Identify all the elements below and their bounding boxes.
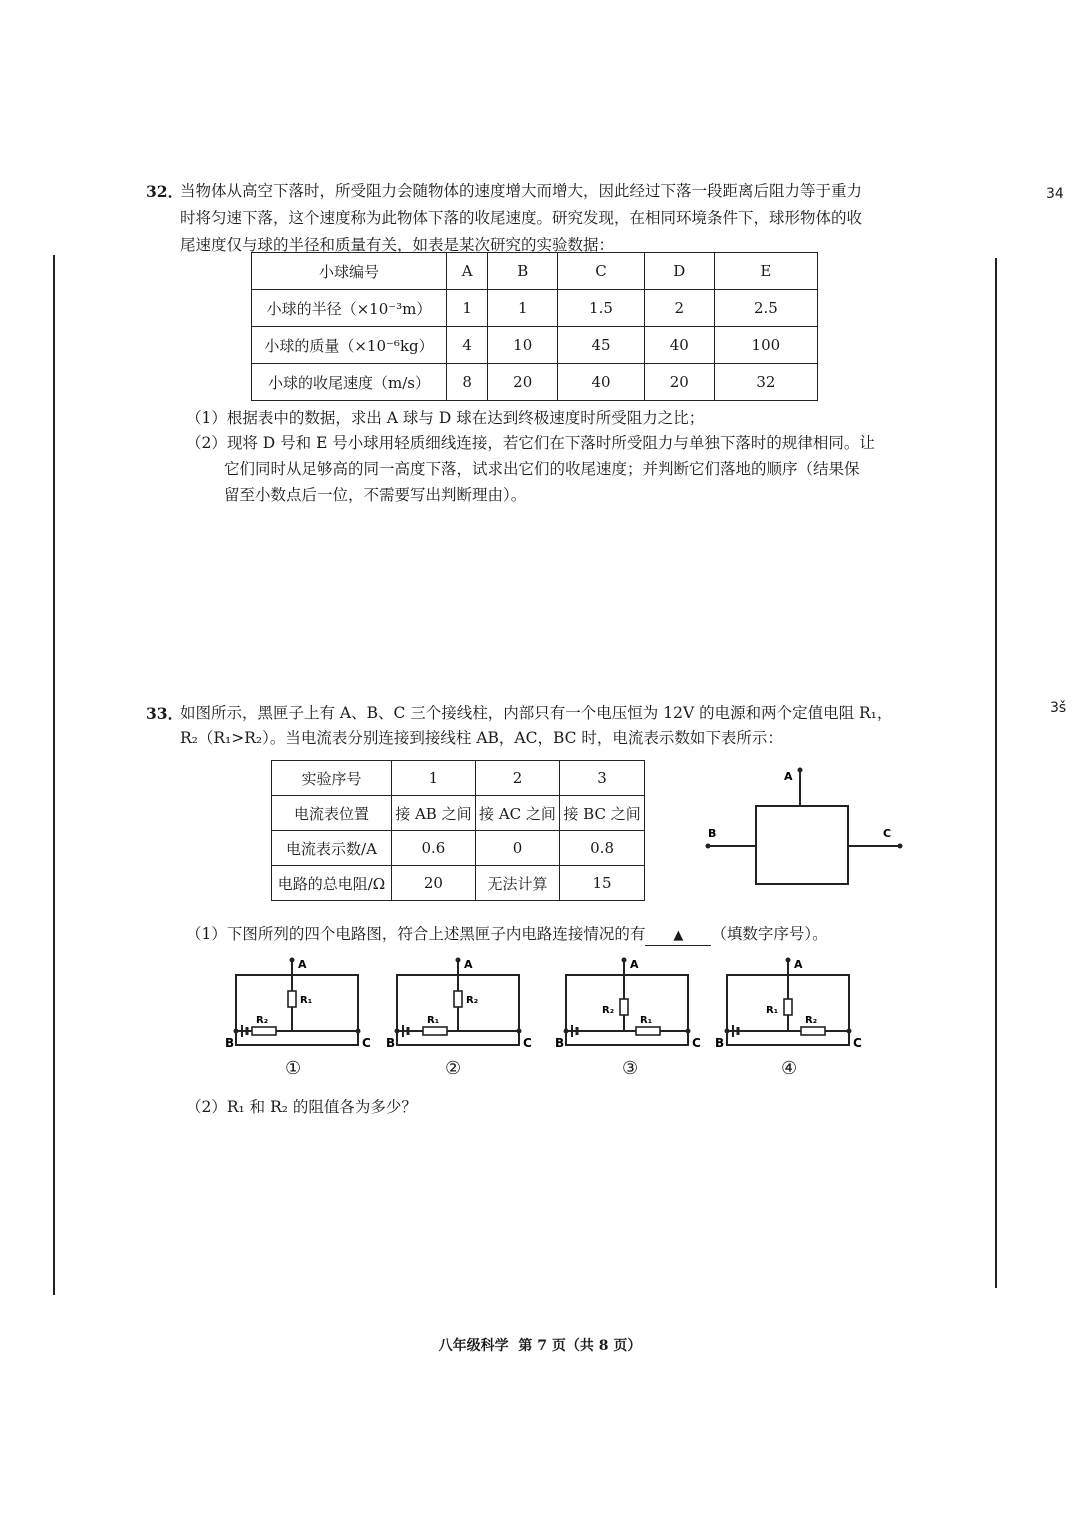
lower-resistor-label: R₂ xyxy=(256,1015,269,1026)
table-cell: D xyxy=(644,253,714,290)
table-cell: 小球的质量（×10⁻⁶kg） xyxy=(252,327,447,364)
terminal-c-label: C xyxy=(523,1036,532,1050)
terminal-a-dot xyxy=(798,768,803,773)
upper-resistor-label: R₂ xyxy=(602,1005,615,1016)
lower-resistor-label: R₂ xyxy=(805,1015,818,1026)
q33-number: 33． xyxy=(146,704,184,723)
table-cell: 无法计算 xyxy=(475,866,559,901)
table-cell: 接 AB 之间 xyxy=(392,796,476,831)
left-margin-line xyxy=(53,255,55,1295)
q32-data-table xyxy=(251,252,818,401)
q32-sub-1: （1）根据表中的数据，求出 A 球与 D 球在达到终极速度时所受阻力之比； xyxy=(186,409,705,427)
black-box-diagram xyxy=(700,760,910,890)
q32-line-2: 时将匀速下落，这个速度称为此物体下落的收尾速度。研究发现，在相同环境条件下，球形物体的收 xyxy=(180,209,863,227)
table-cell: 2 xyxy=(644,290,714,327)
table-cell: 40 xyxy=(558,364,645,401)
q33-data-table xyxy=(271,760,645,901)
terminal-b-dot xyxy=(725,1029,730,1034)
upper-resistor xyxy=(784,999,792,1015)
table-cell: 45 xyxy=(558,327,645,364)
terminal-c-label: C xyxy=(692,1036,701,1050)
black-box xyxy=(756,806,848,884)
table-cell: 20 xyxy=(644,364,714,401)
lower-resistor xyxy=(636,1027,660,1035)
table-cell: 1 xyxy=(392,761,476,796)
circuit-3-caption: ③ xyxy=(622,1058,639,1079)
terminal-c-label: C xyxy=(853,1036,862,1050)
terminal-c-label: C xyxy=(883,827,892,840)
table-cell: 1.5 xyxy=(558,290,645,327)
upper-resistor xyxy=(288,991,296,1007)
table-cell: 2.5 xyxy=(714,290,817,327)
terminal-b-label: B xyxy=(715,1036,725,1050)
table-cell: E xyxy=(714,253,817,290)
terminal-b-dot xyxy=(395,1029,400,1034)
table-cell: 2 xyxy=(475,761,559,796)
terminal-b-label: B xyxy=(225,1036,235,1050)
table-cell: 4 xyxy=(447,327,488,364)
table-cell: 小球编号 xyxy=(252,253,447,290)
answer-blank[interactable]: ▲ xyxy=(645,927,711,946)
circuit-4-caption: ④ xyxy=(781,1058,798,1079)
table-cell: B xyxy=(488,253,558,290)
terminal-c-dot xyxy=(847,1029,852,1034)
table-row xyxy=(272,761,645,796)
table-row xyxy=(252,327,818,364)
table-cell: 10 xyxy=(488,327,558,364)
q32-number: 32． xyxy=(146,182,184,201)
lower-resistor xyxy=(801,1027,825,1035)
q33-sub-2: （2）R₁ 和 R₂ 的阻值各为多少？ xyxy=(186,1098,417,1116)
table-cell: 15 xyxy=(560,866,645,901)
terminal-a-dot xyxy=(622,958,627,963)
circuit-1-caption: ① xyxy=(285,1058,302,1079)
table-row xyxy=(252,364,818,401)
table-cell: 电路的总电阻/Ω xyxy=(272,866,392,901)
q32-line-1: 当物体从高空下落时，所受阻力会随物体的速度增大而增大，因此经过下落一段距离后阻力等于重力 xyxy=(180,182,863,200)
table-cell: 接 BC 之间 xyxy=(560,796,645,831)
table-cell: 0.8 xyxy=(560,831,645,866)
terminal-c-dot xyxy=(686,1029,691,1034)
table-cell: 电流表示数/A xyxy=(272,831,392,866)
table-cell: 1 xyxy=(447,290,488,327)
upper-resistor-label: R₂ xyxy=(466,995,479,1006)
table-cell: 8 xyxy=(447,364,488,401)
table-cell: 40 xyxy=(644,327,714,364)
terminal-b-dot xyxy=(234,1029,239,1034)
q33-sub-1-suffix: （填数字序号）。 xyxy=(711,925,828,943)
table-cell: A xyxy=(447,253,488,290)
table-row xyxy=(272,831,645,866)
terminal-a-label: A xyxy=(794,958,803,971)
terminal-b-label: B xyxy=(555,1036,565,1050)
q33-sub-1 xyxy=(186,921,828,948)
terminal-b-dot xyxy=(706,844,711,849)
upper-resistor-label: R₁ xyxy=(766,1005,779,1016)
lower-resistor-label: R₁ xyxy=(640,1015,653,1026)
terminal-a-label: A xyxy=(630,958,639,971)
table-cell: 1 xyxy=(488,290,558,327)
circuit-diagram-2 xyxy=(383,955,533,1055)
upper-resistor xyxy=(454,991,462,1007)
table-cell: C xyxy=(558,253,645,290)
terminal-b-label: B xyxy=(386,1036,396,1050)
q32-line-3: 尾速度仅与球的半径和质量有关，如表是某次研究的实验数据： xyxy=(180,236,615,254)
circuit-diagram-3 xyxy=(552,955,702,1055)
lower-resistor xyxy=(252,1027,276,1035)
table-cell: 100 xyxy=(714,327,817,364)
lower-resistor xyxy=(423,1027,447,1035)
q32-sub-2-line-2: 它们同时从足够高的同一高度下落，试求出它们的收尾速度；并判断它们落地的顺序（结果保 xyxy=(224,460,860,478)
circuit-diagram-4 xyxy=(713,955,865,1055)
terminal-a-label: A xyxy=(298,958,307,971)
terminal-b-label: B xyxy=(708,827,717,840)
terminal-c-dot xyxy=(356,1029,361,1034)
terminal-b-dot xyxy=(564,1029,569,1034)
table-row xyxy=(272,866,645,901)
table-cell: 小球的收尾速度（m/s） xyxy=(252,364,447,401)
table-cell: 0 xyxy=(475,831,559,866)
q33-line-1: 如图所示，黑匣子上有 A、B、C 三个接线柱，内部只有一个电压恒为 12V 的电源和两个定值电阻 R₁， xyxy=(180,704,893,722)
terminal-c-label: C xyxy=(362,1036,371,1050)
terminal-a-label: A xyxy=(784,770,793,783)
terminal-a-label: A xyxy=(464,958,473,971)
circuit-diagram-1 xyxy=(222,955,372,1055)
q32-sub-2-line-1: （2）现将 D 号和 E 号小球用轻质细线连接，若它们在下落时所受阻力与单独下落时的规律相同。让 xyxy=(186,434,875,452)
q33-line-2: R₂（R₁>R₂）。当电流表分别连接到接线柱 AB，AC，BC 时，电流表示数如下表所示： xyxy=(180,729,783,747)
table-cell: 32 xyxy=(714,364,817,401)
table-cell: 20 xyxy=(488,364,558,401)
terminal-a-dot xyxy=(456,958,461,963)
table-row xyxy=(252,290,818,327)
q32-sub-2-line-3: 留至小数点后一位，不需要写出判断理由）。 xyxy=(224,486,527,504)
right-margin-line xyxy=(995,258,997,1288)
q33-sub-1-text: （1）下图所列的四个电路图，符合上述黑匣子内电路连接情况的有 xyxy=(186,925,646,943)
table-header-row xyxy=(252,253,818,290)
upper-resistor xyxy=(620,999,628,1015)
circuit-2-caption: ② xyxy=(445,1058,462,1079)
terminal-c-dot xyxy=(517,1029,522,1034)
terminal-c-dot xyxy=(898,844,903,849)
page-footer: 八年级科学 第 7 页（共 8 页） xyxy=(438,1338,642,1354)
table-cell: 0.6 xyxy=(392,831,476,866)
upper-resistor-label: R₁ xyxy=(300,995,313,1006)
lower-resistor-label: R₁ xyxy=(427,1015,440,1026)
table-cell: 3 xyxy=(560,761,645,796)
table-row xyxy=(272,796,645,831)
table-cell: 接 AC 之间 xyxy=(475,796,559,831)
side-number-35: 3š xyxy=(1050,700,1067,716)
table-cell: 电流表位置 xyxy=(272,796,392,831)
side-number-34: 34 xyxy=(1046,186,1064,202)
terminal-a-dot xyxy=(290,958,295,963)
terminal-a-dot xyxy=(786,958,791,963)
table-cell: 20 xyxy=(392,866,476,901)
table-cell: 实验序号 xyxy=(272,761,392,796)
table-cell: 小球的半径（×10⁻³m） xyxy=(252,290,447,327)
